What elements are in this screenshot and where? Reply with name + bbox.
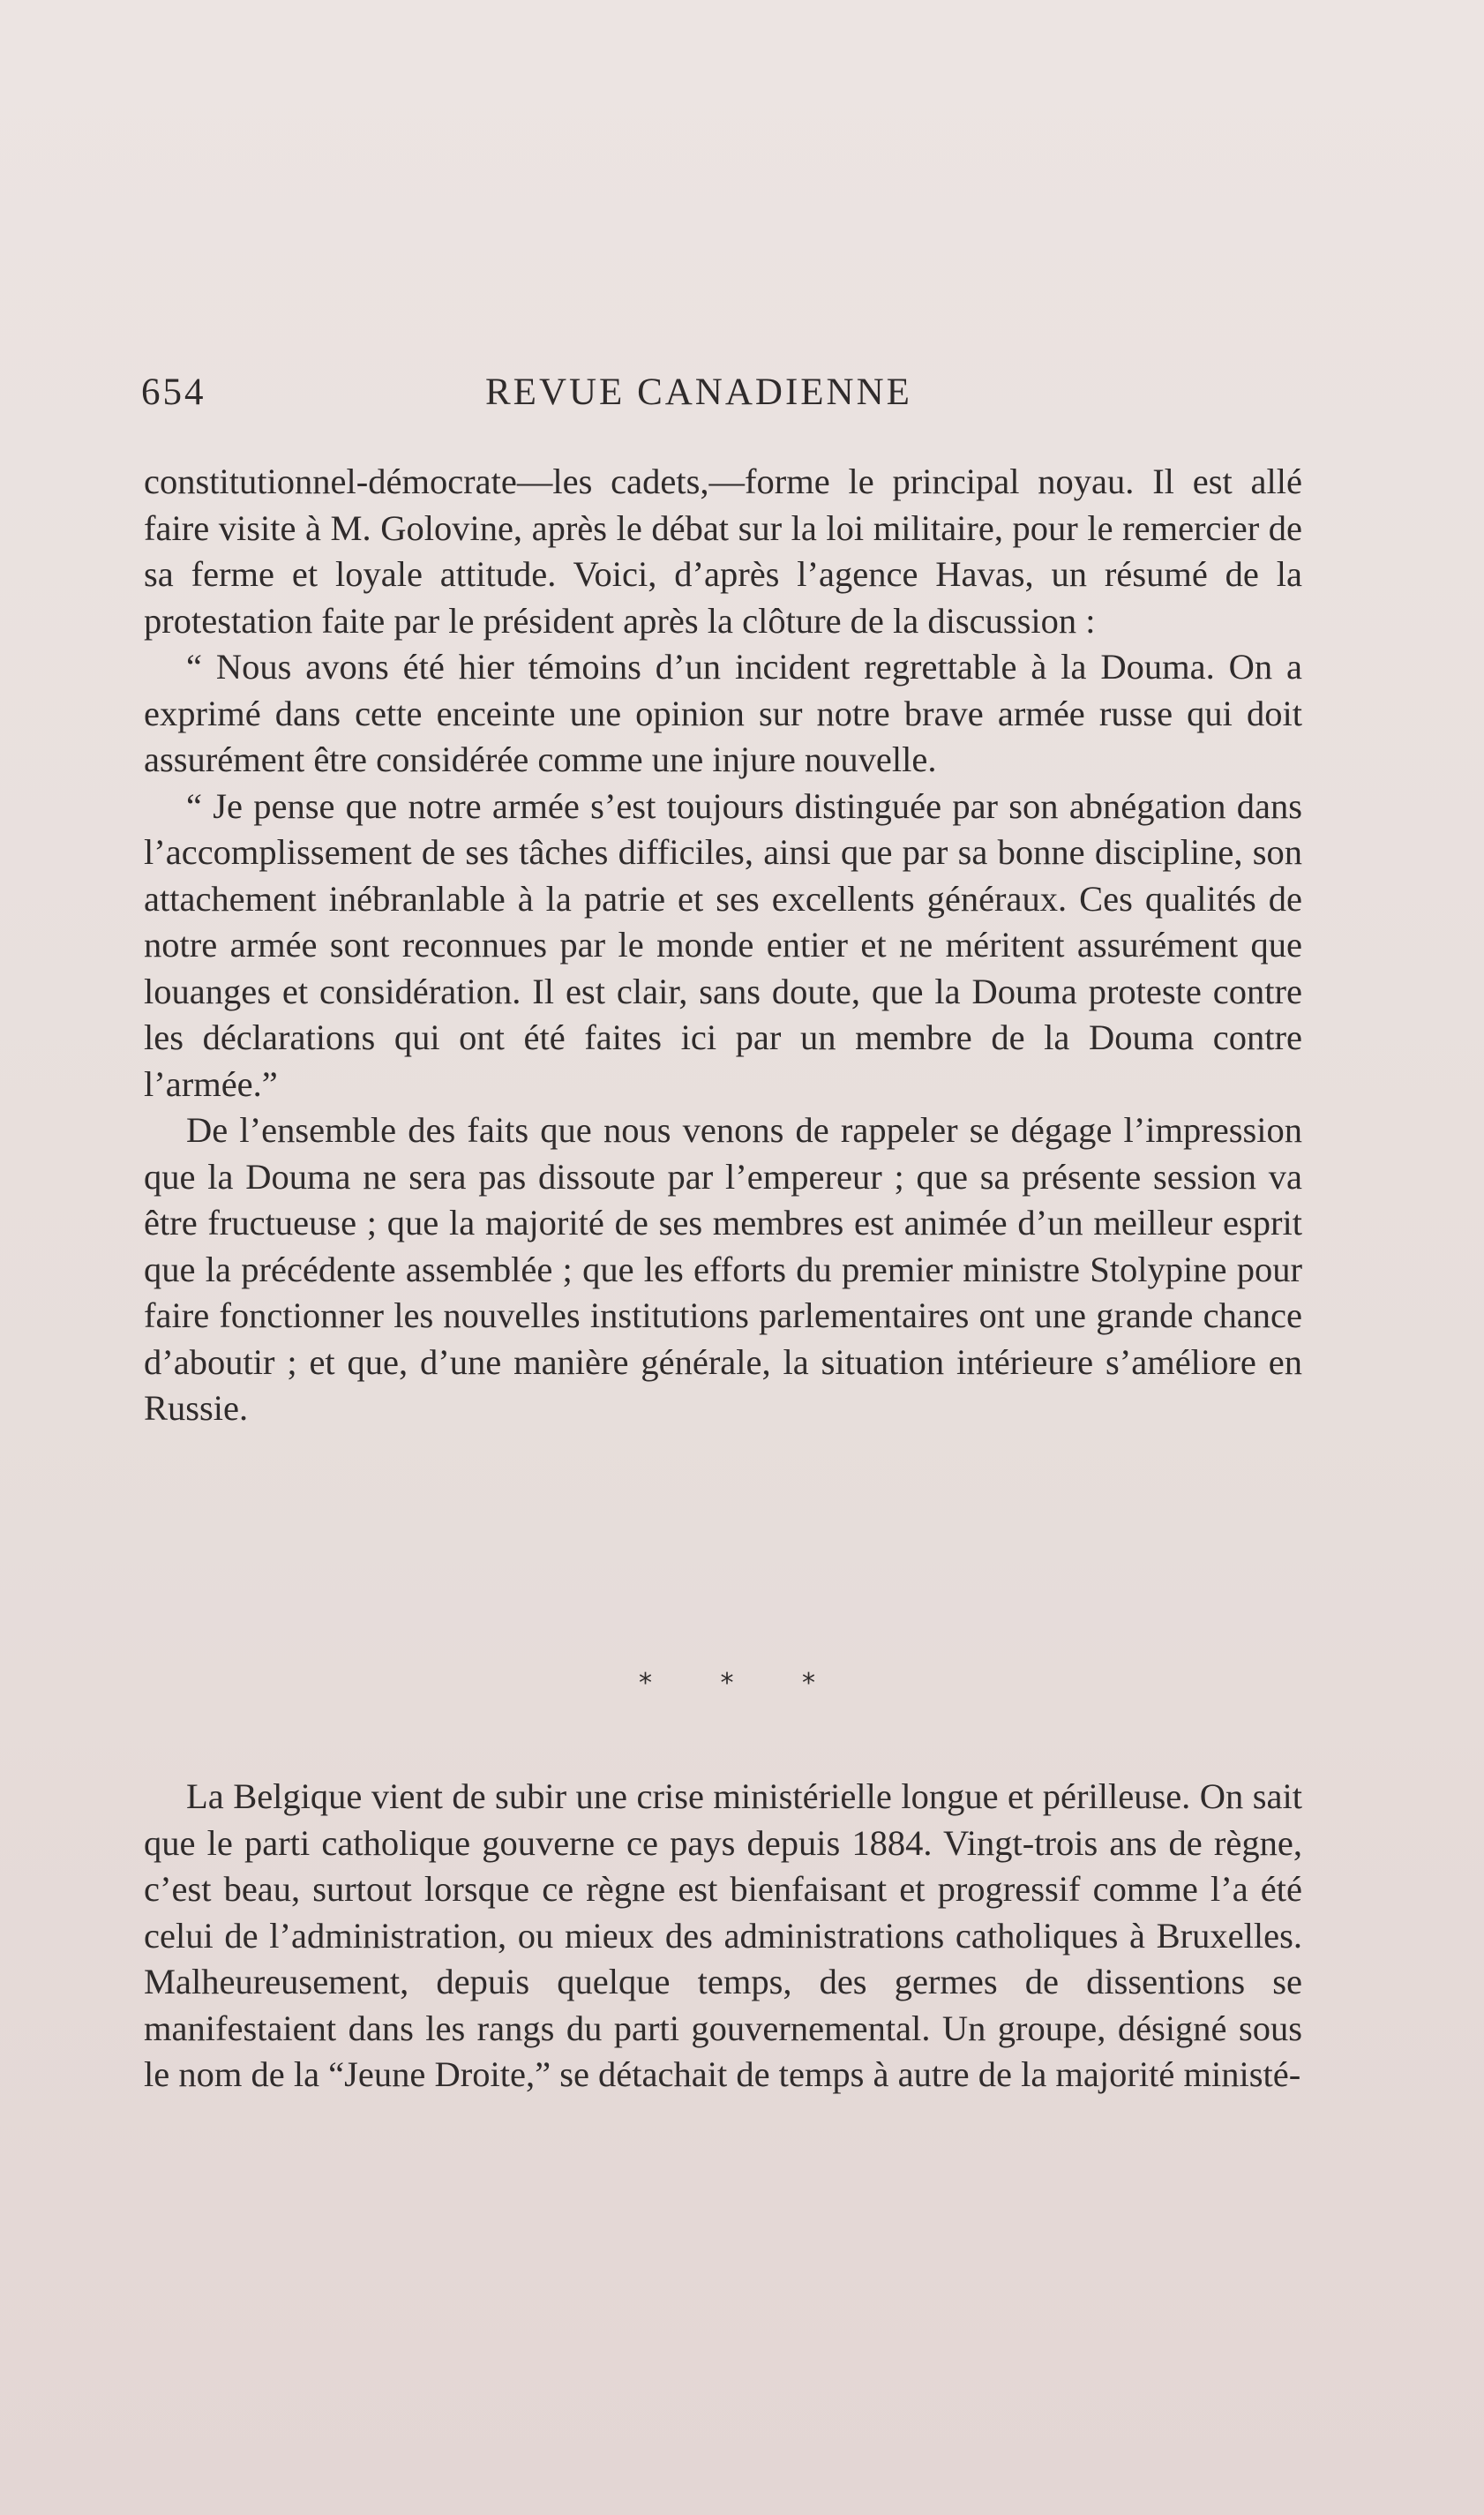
paragraph: “ Nous avons été hier témoins d’un incident regrettable à la Douma. On a exprimé dans cette enceinte une opinion sur notre brave armée russe qui doit assurément être considérée comme une injure nouvelle. <box>144 647 1302 779</box>
section-separator: * * * <box>638 1668 846 1699</box>
running-title: REVUE CANADIENNE <box>485 372 912 413</box>
paragraph: De l’ensemble des faits que nous venons de rappeler se dégage l’impression que la Douma ne sera pas dissoute par l’empereur ; que sa présente session va être fructueuse ; que la majorité de ses membres est animée d’un meilleur esprit que la précédente assemblée ; que les efforts du premier ministre Stolypine pour faire fonctionner les nouvelles institutions parlementaires ont une grande chance d’aboutir ; et que, d’une manière générale, la situation intérieure s’améliore en Russie. <box>144 1110 1302 1428</box>
page-number: 654 <box>141 372 206 413</box>
paragraph: “ Je pense que notre armée s’est toujours distinguée par son abnégation dans l’accomplissement de ses tâches difficiles, ainsi que par sa bonne discipline, son attachement inébranlable à la patrie et ses excellents généraux. Ces qualités de notre armée sont reconnues par le monde entier et ne méritent assurément que louanges et considération. Il est clair, sans doute, que la Douma proteste contre les déclarations qui ont été faites ici par un membre de la Douma contre l’armée.” <box>144 785 1302 1104</box>
paragraph: La Belgique vient de subir une crise ministérielle longue et périlleuse. On sait que le parti catholique gouverne ce pays depuis 1884. Vingt-trois ans de règne, c’est beau, surtout lorsque ce règne est bienfaisant et progressif comme l’a été celui de l’administration, ou mieux des administrations catholiques à Bruxelles. Malheureusement, depuis quelque temps, des germes de dissentions se manifestaient dans les rangs du parti gouvernemental. Un groupe, désigné sous le nom de la “Jeune Droite,” se détachait de temps à autre de la majorité ministé- <box>144 1776 1302 2094</box>
text-section-belgium <box>144 1774 1302 2098</box>
text-section-russia <box>144 459 1302 1432</box>
page-header <box>141 371 1306 424</box>
paragraph: constitutionnel-démocrate—les cadets,—forme le principal noyau. Il est allé faire visite à M. Golovine, après le débat sur la loi militaire, pour le remercier de sa ferme et loyale attitude. Voici, d’après l’agence Havas, un résumé de la protestation faite par le président après la clôture de la discussion : <box>144 462 1302 641</box>
